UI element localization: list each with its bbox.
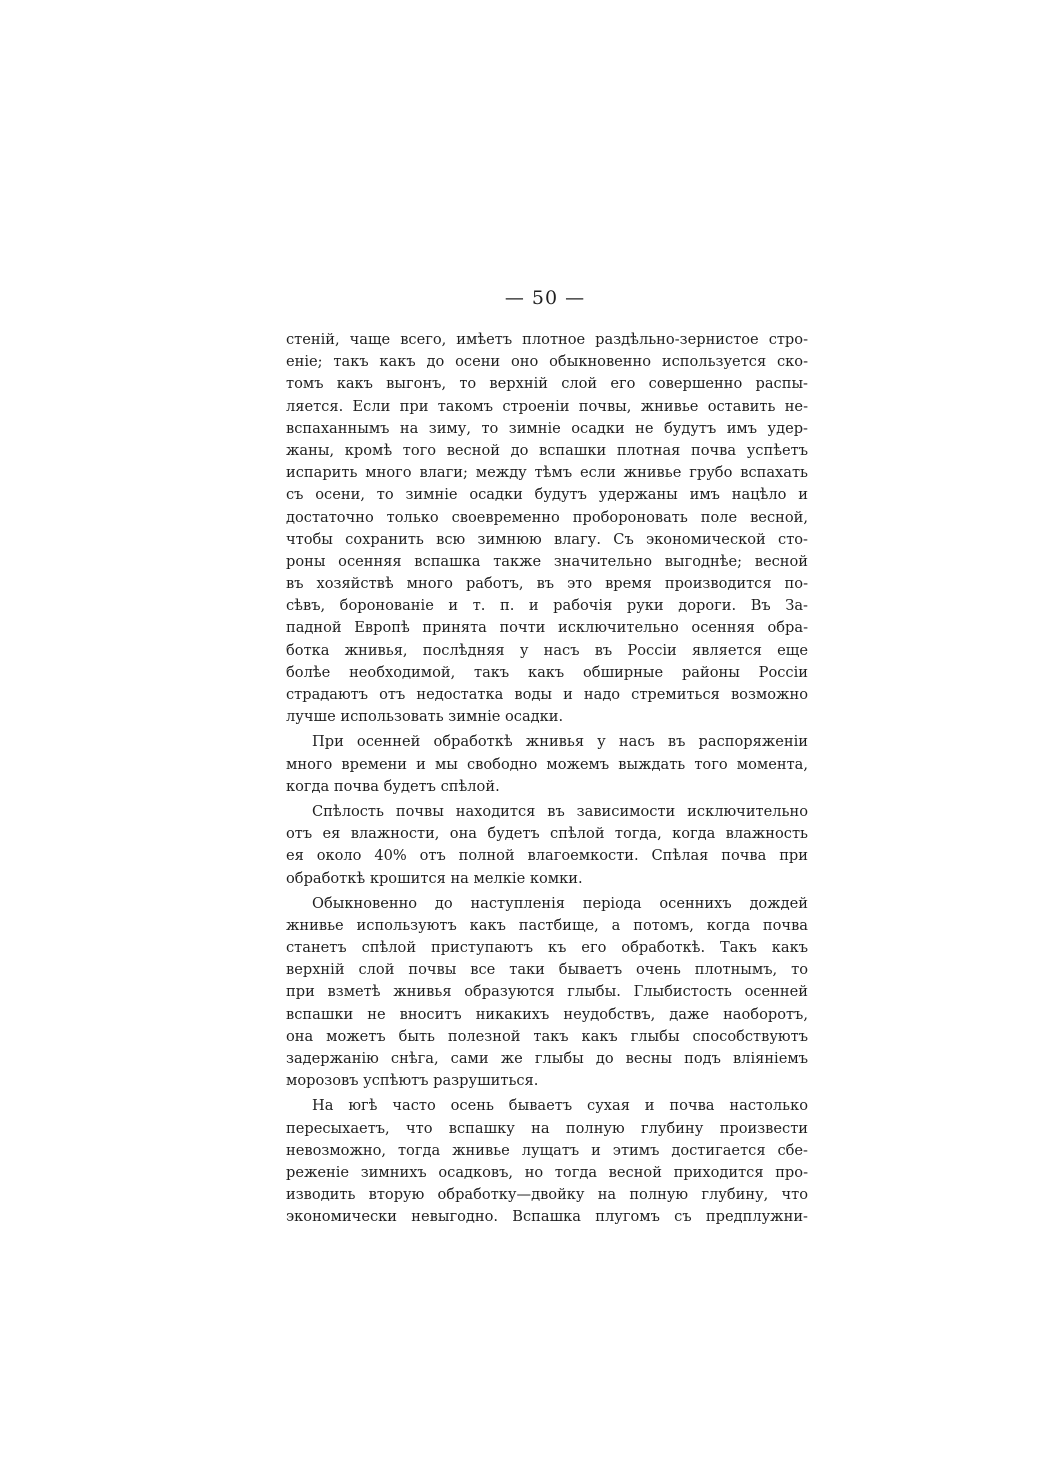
text-line: отъ ея влажности, она будетъ спѣлой тогда, когда влажность: [286, 825, 808, 843]
text-line: въ хозяйствѣ много работъ, въ это время производится по-: [286, 575, 808, 593]
text-line: невозможно, тогда жнивье лущатъ и этимъ достигается сбе-: [286, 1141, 808, 1159]
text-line: она можетъ быть полезной такъ какъ глыбы способствуютъ: [286, 1027, 808, 1045]
text-line: ея около 40% отъ полной влагоемкости. Спѣлая почва при: [286, 847, 808, 865]
text-line: достаточно только своевременно пробороновать поле весной,: [286, 508, 808, 526]
paragraph: [286, 893, 808, 1093]
text-line: изводить вторую обработку—двойку на полную глубину, что: [286, 1186, 808, 1204]
text-line: обработкѣ крошится на мелкіе комки.: [286, 869, 583, 887]
text-line: жаны, кромѣ того весной до вспашки плотная почва успѣетъ: [286, 441, 808, 459]
text-line: На югѣ часто осень бываетъ сухая и почва настолько: [312, 1097, 808, 1115]
page-number: — 50 —: [504, 287, 586, 309]
text-line: съ осени, то зимніе осадки будутъ удержаны имъ нацѣло и: [286, 486, 808, 504]
paragraph: [286, 731, 808, 798]
text-line: болѣе необходимой, такъ какъ обширные районы Россіи: [286, 663, 808, 681]
text-line: испарить много влаги; между тѣмъ если жнивье грубо вспахать: [286, 464, 808, 482]
text-line: Обыкновенно до наступленія періода осеннихъ дождей: [312, 894, 808, 912]
text-line: станетъ спѣлой приступаютъ къ его обработкѣ. Такъ какъ: [286, 939, 808, 957]
text-line: вспашки не вноситъ никакихъ неудобствъ, даже наоборотъ,: [286, 1005, 808, 1023]
text-line: задержанію снѣга, сами же глыбы до весны подъ вліяніемъ: [286, 1050, 808, 1067]
text-line: томъ какъ выгонъ, то верхній слой его совершенно распы-: [286, 375, 808, 393]
text-line: реженіе зимнихъ осадковъ, но тогда весной приходится про-: [286, 1163, 808, 1181]
text-line: ляется. Если при такомъ строеніи почвы, жнивье оставить не-: [286, 397, 808, 415]
text-line: при взметѣ жнивья образуются глыбы. Глыбистость осенней: [286, 983, 808, 1001]
text-line: морозовъ успѣютъ разрушиться.: [286, 1072, 539, 1090]
text-line: когда почва будетъ спѣлой.: [286, 777, 500, 795]
paragraph: [286, 329, 808, 728]
text-line: падной Европѣ принята почти исключительно осенняя обра-: [286, 619, 808, 637]
text-line: еніе; такъ какъ до осени оно обыкновенно используется ско-: [286, 353, 808, 371]
text-line: При осенней обработкѣ жнивья у насъ въ распоряженіи: [312, 733, 808, 751]
paragraph: [286, 801, 808, 890]
text-line: пересыхаетъ, что вспашку на полную глубину произвести: [286, 1119, 808, 1137]
text-line: жнивье используютъ какъ пастбище, а потомъ, когда почва: [286, 916, 808, 934]
text-line: чтобы сохранить всю зимнюю влагу. Съ экономической сто-: [286, 530, 808, 548]
text-line: много времени и мы свободно можемъ выждать того момента,: [286, 755, 808, 773]
text-line: Спѣлость почвы находится въ зависимости исключительно: [312, 802, 808, 820]
body-text: [286, 329, 808, 1229]
text-line: экономически невыгодно. Вспашка плугомъ съ предплужни-: [286, 1208, 808, 1226]
text-line: сѣвъ, боронованіе и т. п. и рабочія руки дороги. Въ За-: [286, 597, 808, 615]
text-line: лучше использовать зимніе осадки.: [286, 708, 564, 726]
paragraph: [286, 1095, 808, 1228]
text-line: страдаютъ отъ недостатка воды и надо стремиться возможно: [286, 686, 808, 703]
text-line: ботка жнивья, послѣдняя у насъ въ Россіи является еще: [286, 641, 808, 659]
text-line: вспаханнымъ на зиму, то зимніе осадки не будутъ имъ удер-: [286, 419, 808, 437]
text-line: роны осенняя вспашка также значительно выгоднѣе; весной: [286, 552, 808, 570]
text-line: верхній слой почвы все таки бываетъ очень плотнымъ, то: [286, 961, 808, 979]
text-line: стеній, чаще всего, имѣетъ плотное раздѣльно-зернистое стро-: [286, 331, 808, 348]
